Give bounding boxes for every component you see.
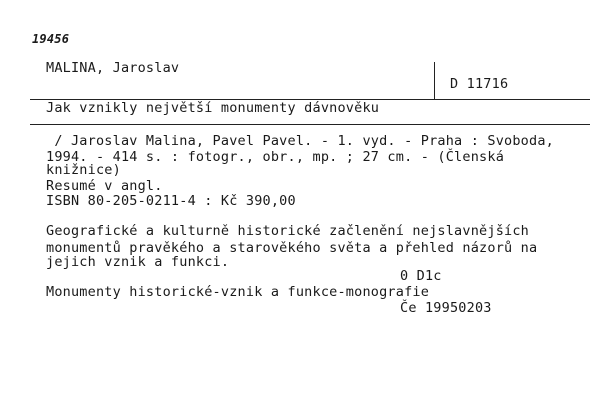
title-bottom-rule — [30, 124, 590, 125]
subject-heading: Monumenty historické-vznik a funkce-monografie — [46, 284, 430, 300]
isbn-line: ISBN 80-205-0211-4 : Kč 390,00 — [46, 193, 296, 209]
abstract-line: monumentů pravěkého a starověkého světa a přehled názorů na — [46, 240, 538, 256]
classification-code: 0 D1c — [400, 268, 442, 284]
author-heading: MALINA, Jaroslav — [46, 60, 180, 76]
title: Jak vznikly největší monumenty dávnověku — [46, 100, 380, 116]
description-line: 1994. - 414 s. : fotogr., obr., mp. ; 27 cm. - (Členská — [46, 149, 505, 165]
record-number: 19456 — [32, 32, 70, 46]
description-line: / Jaroslav Malina, Pavel Pavel. - 1. vyd. - Praha : Svoboda, — [46, 133, 554, 149]
description-line: knižnice) — [46, 162, 121, 178]
abstract-line: jejich vznik a funkci. — [46, 254, 230, 270]
accession-number: Če 19950203 — [400, 300, 492, 316]
abstract-line: Geografické a kulturně historické začlenění nejslavnějších — [46, 223, 530, 239]
shelf-mark: D 11716 — [450, 76, 509, 92]
note-line: Resumé v angl. — [46, 178, 163, 194]
shelf-divider — [434, 62, 435, 100]
